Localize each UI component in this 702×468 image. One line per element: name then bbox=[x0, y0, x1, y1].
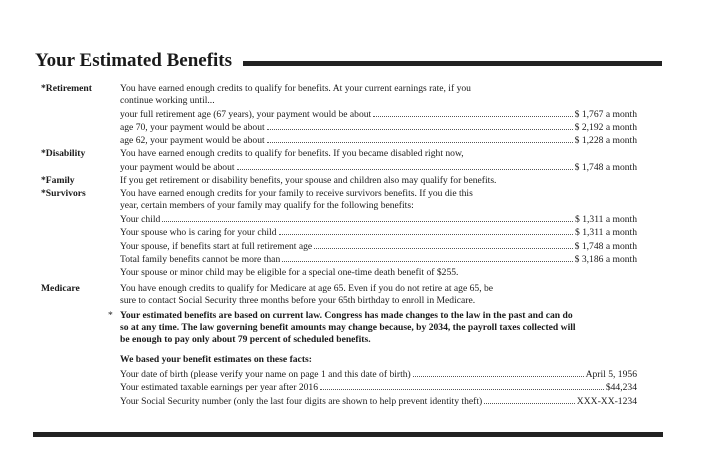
fact-row-earnings bbox=[120, 381, 637, 393]
row-amount: $ 1,748 a month bbox=[574, 162, 637, 173]
disability-row bbox=[120, 161, 637, 173]
row-label: Your Social Security number (only the last four digits are shown to help prevent identity theft) bbox=[120, 396, 483, 407]
dot-leader bbox=[314, 240, 572, 249]
retirement-row-full-age bbox=[120, 108, 637, 120]
survivors-row-spouse-full-age bbox=[120, 240, 637, 252]
row-value: $44,234 bbox=[605, 382, 637, 393]
dot-leader bbox=[484, 395, 575, 404]
fact-row-dob bbox=[120, 368, 637, 380]
row-amount: $ 2,192 a month bbox=[574, 122, 637, 133]
survivors-row-spouse-caring bbox=[120, 226, 637, 238]
row-label: Total family benefits cannot be more than bbox=[120, 254, 281, 265]
survivors-row-family-max bbox=[120, 253, 637, 265]
row-amount: $ 1,228 a month bbox=[574, 135, 637, 146]
row-amount: $ 1,311 a month bbox=[575, 227, 637, 238]
bottom-rule bbox=[33, 432, 663, 437]
retirement-intro-1: You have earned enough credits to qualify for benefits. At your current earnings rate, if you bbox=[120, 83, 471, 94]
dot-leader bbox=[162, 213, 573, 222]
page-title: Your Estimated Benefits bbox=[35, 50, 233, 71]
disability-intro: You have earned enough credits to qualify for benefits. If you became disabled right now, bbox=[120, 148, 464, 159]
medicare-text-2: sure to contact Social Security three months before your 65th birthday to enroll in Medicare. bbox=[120, 295, 476, 306]
row-amount: $ 1,748 a month bbox=[574, 241, 637, 252]
retirement-label: *Retirement bbox=[41, 83, 92, 94]
row-amount: $ 1,767 a month bbox=[574, 109, 637, 120]
dot-leader bbox=[282, 253, 572, 262]
dot-leader bbox=[267, 134, 573, 143]
row-label: age 70, your payment would be about bbox=[120, 122, 265, 133]
dot-leader bbox=[279, 226, 573, 235]
row-label: age 62, your payment would be about bbox=[120, 135, 265, 146]
survivors-row-child bbox=[120, 213, 637, 225]
disability-label: *Disability bbox=[41, 148, 86, 159]
row-label: Your date of birth (please verify your name on page 1 and this date of birth) bbox=[120, 369, 411, 380]
fact-row-ssn bbox=[120, 395, 637, 407]
retirement-intro-2: continue working until... bbox=[120, 95, 215, 106]
medicare-label: Medicare bbox=[41, 283, 80, 294]
row-label: Your spouse who is caring for your child bbox=[120, 227, 277, 238]
dot-leader bbox=[373, 108, 572, 117]
retirement-row-age-62 bbox=[120, 134, 637, 146]
title-row bbox=[35, 50, 662, 76]
retirement-row-age-70 bbox=[120, 121, 637, 133]
row-label: Your child bbox=[120, 214, 161, 225]
survivors-intro-1: You have earned enough credits for your family to receive survivors benefits. If you die this bbox=[120, 188, 473, 199]
family-text: If you get retirement or disability benefits, your spouse and children also may qualify for benefits. bbox=[120, 175, 497, 186]
note-star: * bbox=[108, 310, 113, 321]
dot-leader bbox=[413, 368, 584, 377]
dot-leader bbox=[320, 381, 604, 390]
row-value: XXX-XX-1234 bbox=[576, 396, 637, 407]
death-benefit-text: Your spouse or minor child may be eligible for a special one-time death benefit of $255. bbox=[120, 267, 459, 278]
facts-heading: We based your benefit estimates on these facts: bbox=[120, 354, 312, 365]
family-label: *Family bbox=[41, 175, 75, 186]
row-amount: $ 1,311 a month bbox=[575, 214, 637, 225]
survivors-label: *Survivors bbox=[41, 188, 86, 199]
row-value: April 5, 1956 bbox=[585, 369, 637, 380]
law-note: Your estimated benefits are based on current law. Congress has made changes to the law in the past and can do so at any time. The law governing benefit amounts may change because, by 2034, the payroll taxes collected will be enough to pay only about 79 percent of scheduled benefits. bbox=[120, 310, 576, 345]
survivors-intro-2: year, certain members of your family may qualify for the following benefits: bbox=[120, 200, 414, 211]
row-label: your payment would be about bbox=[120, 162, 235, 173]
row-label: Your estimated taxable earnings per year after 2016 bbox=[120, 382, 319, 393]
row-label: your full retirement age (67 years), your payment would be about bbox=[120, 109, 372, 120]
row-label: Your spouse, if benefits start at full retirement age bbox=[120, 241, 313, 252]
title-rule bbox=[243, 61, 662, 66]
row-amount: $ 3,186 a month bbox=[574, 254, 637, 265]
medicare-text-1: You have enough credits to qualify for Medicare at age 65. Even if you do not retire at age 65, be bbox=[120, 283, 494, 294]
dot-leader bbox=[267, 121, 573, 130]
dot-leader bbox=[237, 161, 573, 170]
